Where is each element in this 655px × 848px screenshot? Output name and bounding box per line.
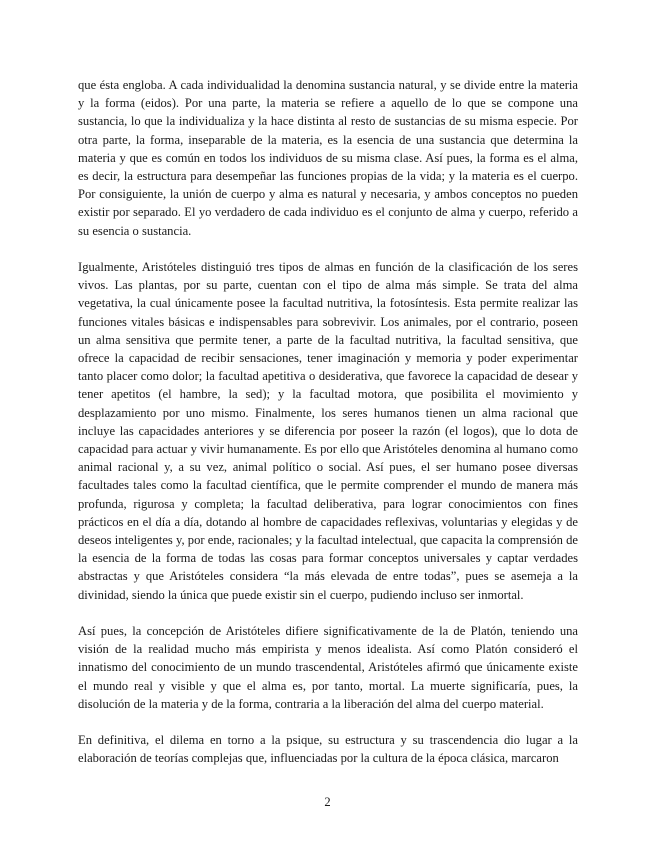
paragraph-1: que ésta engloba. A cada individualidad la denomina sustancia natural, y se divide entre la materia y la forma (eidos). Por una parte, la materia se refiere a aquello de lo que se compone una sustancia, lo que la individualiza y la hace distinta al resto de sustancias de su misma especie. Por otra parte, la forma, inseparable de la materia, es la esencia de una sustancia que determina la materia y que es común en todos los individuos de su misma clase. Así pues, la forma es el alma, es decir, la estructura para desempeñar las funciones propias de la vida; y la materia es el cuerpo. Por consiguiente, la unión de cuerpo y alma es natural y necesaria, y ambos conceptos no pueden existir por separado. El yo verdadero de cada individuo es el conjunto de alma y cuerpo, referido a su esencia o sustancia.: [78, 78, 578, 238]
document-body: [78, 76, 578, 768]
paragraph-4: En definitiva, el dilema en torno a la psique, su estructura y su trascendencia dio lugar a la elaboración de teorías complejas que, influenciadas por la cultura de la época clásica, marcaron: [78, 733, 578, 766]
page-number: 2: [324, 795, 331, 809]
paragraph-2: Igualmente, Aristóteles distinguió tres tipos de almas en función de la clasificación de los seres vivos. Las plantas, por su parte, cuentan con el tipo de alma más simple. Se trata del alma vegetativa, la cual únicamente posee la facultad nutritiva, la fotosíntesis. Esta permite realizar las funciones vitales básicas e indispensables para sobrevivir. Los animales, por el contrario, poseen un alma sensitiva que permite tener, a parte de la facultad nutritiva, la facultad sensitiva, que ofrece la capacidad de recibir sensaciones, tener imaginación y memoria y poder experimentar tanto placer como dolor; la facultad apetitiva o desiderativa, que favorece la capacidad de desear y tener apetitos (el hambre, la sed); y la facultad motora, que posibilita el movimiento y desplazamiento por uno mismo. Finalmente, los seres humanos tienen un alma racional que incluye las capacidades anteriores y se diferencia por poseer la razón (el logos), que lo dota de capacidad para actuar y vivir humanamente. Es por ello que Aristóteles denomina al humano como animal racional y, a su vez, animal político o social. Así pues, el ser humano posee diversas facultades tales como la facultad científica, que le permite comprender el mundo de manera más profunda, rigurosa y completa; la facultad deliberativa, para lograr conocimientos con fines prácticos en el día a día, dotando al hombre de capacidades reflexivas, voluntarias y elegidas y de deseos inteligentes y, por ende, racionales; y la facultad intelectual, que capacita la comprensión de la esencia de la forma de todas las cosas para formar conceptos universales y captar verdades abstractas y que Aristóteles considera “la más elevada de entre todas”, pues se asemeja a la divinidad, siendo la única que puede existir sin el cuerpo, pudiendo incluso ser inmortal.: [78, 260, 578, 602]
paragraph-3: Así pues, la concepción de Aristóteles difiere significativamente de la de Platón, teniendo una visión de la realidad mucho más empirista y menos idealista. Así como Platón consideró el innatismo del conocimiento de un mundo trascendental, Aristóteles afirmó que únicamente existe el mundo real y visible y que el alma es, por tanto, mortal. La muerte significaría, pues, la disolución de la materia y de la forma, contraria a la liberación del alma del cuerpo material.: [78, 624, 578, 711]
